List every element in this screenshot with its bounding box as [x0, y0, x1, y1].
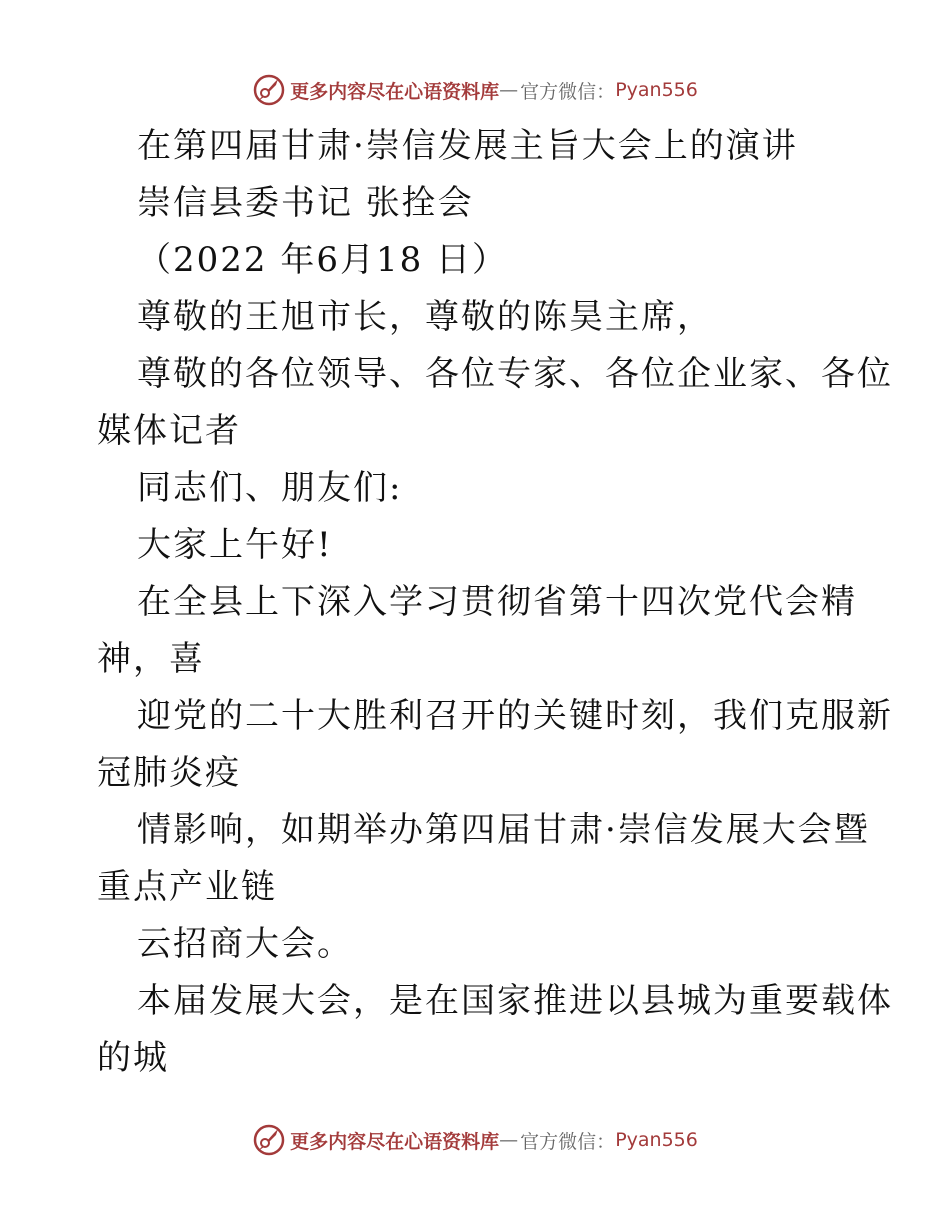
text-line: 重点产业链	[97, 867, 277, 907]
date-line: （2022 年6月18 日）	[137, 240, 509, 280]
text-line: 大家上午好!	[137, 525, 333, 565]
banner-separator: —	[499, 1129, 519, 1151]
footer-banner	[0, 1120, 950, 1160]
banner-wechat-id: Pyan556	[615, 79, 698, 101]
text-line: 情影响，如期举办第四届甘肃·崇信发展大会暨	[137, 810, 870, 850]
text-line: 在全县上下深入学习贯彻省第十四次党代会精	[137, 582, 857, 622]
text-line: 云招商大会。	[137, 924, 353, 964]
banner-wechat-id: Pyan556	[615, 1129, 698, 1151]
document-body	[97, 118, 893, 1087]
banner-text: 更多内容尽在心语资料库	[290, 1130, 500, 1153]
text-line: 同志们、朋友们:	[137, 468, 403, 508]
text-line: 媒体记者	[97, 411, 241, 451]
header-banner	[0, 70, 950, 110]
text-line: 迎党的二十大胜利召开的关键时刻，我们克服新	[137, 696, 893, 736]
text-line: 尊敬的王旭市长，尊敬的陈昊主席，	[137, 297, 713, 337]
banner-official-label: 官方微信：	[520, 1130, 616, 1153]
text-line: 的城	[97, 1038, 169, 1078]
banner-separator: —	[499, 79, 519, 101]
text-line: 神，喜	[97, 639, 205, 679]
speaker-line: 崇信县委书记 张拴会	[137, 183, 474, 223]
quill-logo-icon	[252, 1123, 286, 1157]
quill-logo-icon	[252, 73, 286, 107]
text-line: 本届发展大会，是在国家推进以县城为重要载体	[137, 981, 893, 1021]
text-line: 尊敬的各位领导、各位专家、各位企业家、各位	[137, 354, 893, 394]
banner-text: 更多内容尽在心语资料库	[290, 80, 500, 103]
speech-title: 在第四届甘肃·崇信发展主旨大会上的演讲	[137, 126, 798, 166]
banner-official-label: 官方微信：	[520, 80, 616, 103]
text-line: 冠肺炎疫	[97, 753, 241, 793]
